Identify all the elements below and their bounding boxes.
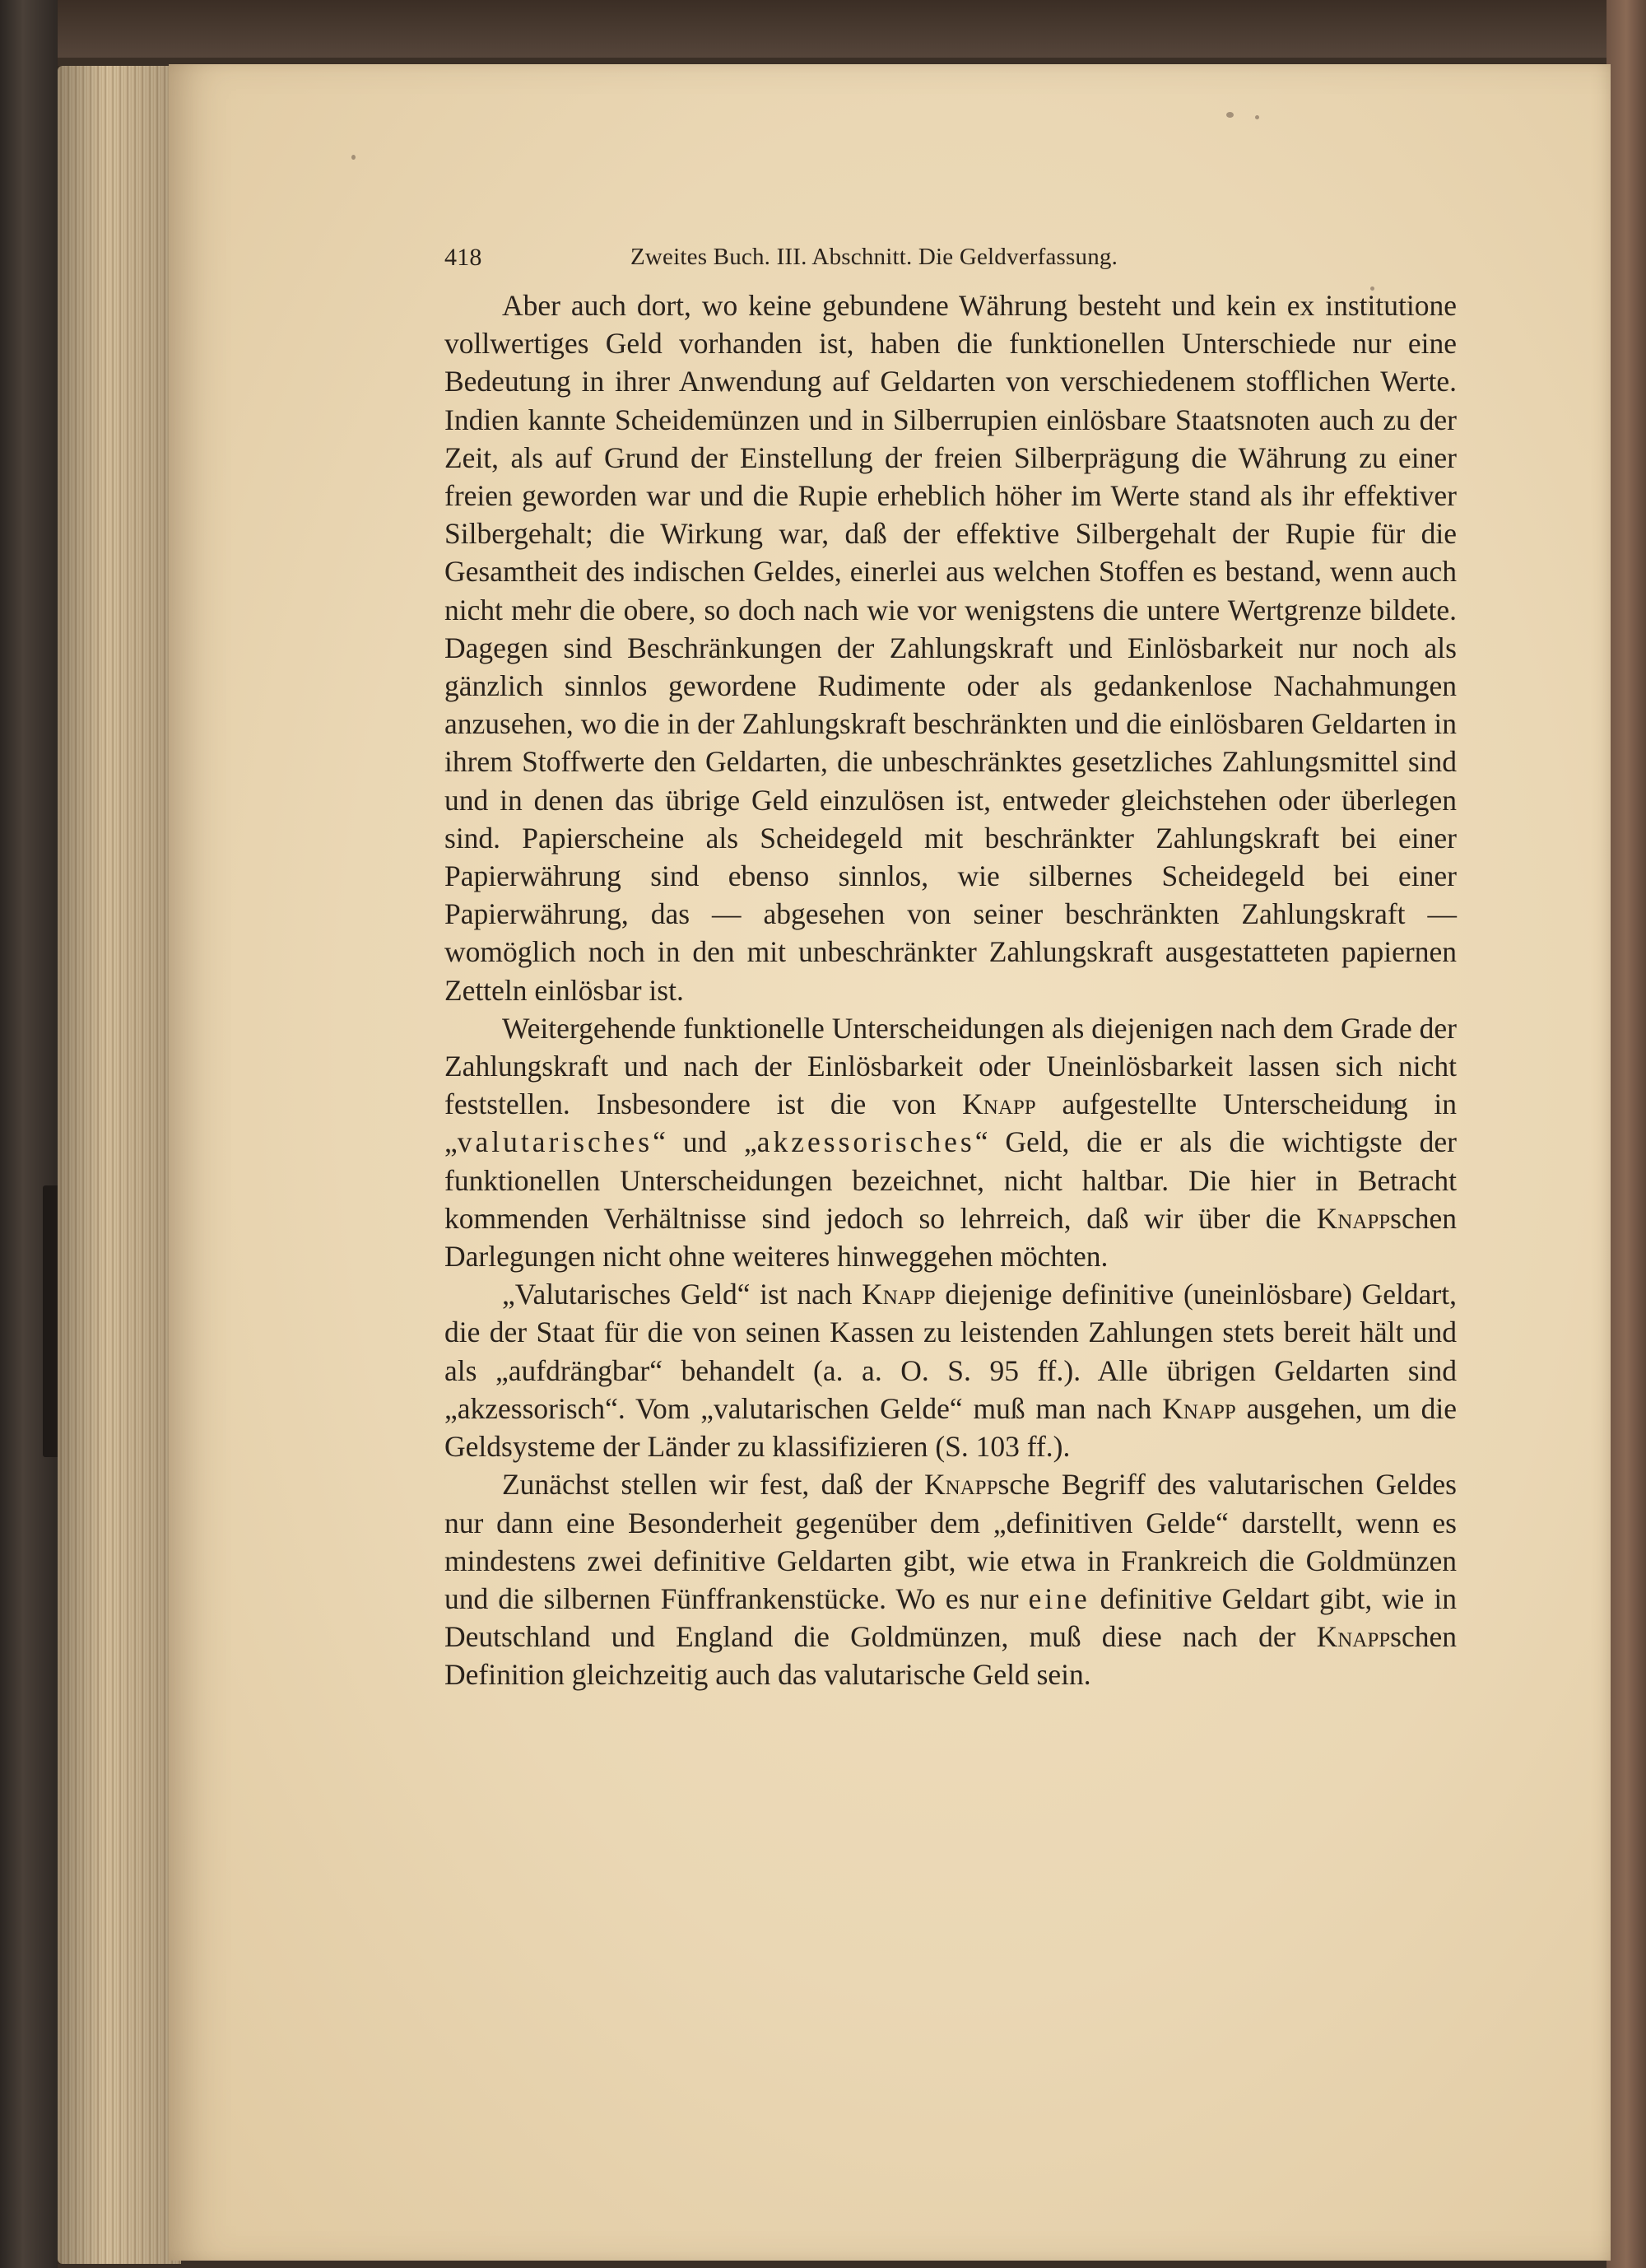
page-edges [58, 66, 181, 2264]
text-run: schen Darlegungen nicht ohne weiteres hinweggehen möchten. [444, 1201, 1457, 1274]
author-name: Knapp [1162, 1391, 1236, 1425]
text-run: schen Definition gleichzeitig auch das valutarische Geld sein. [444, 1620, 1457, 1692]
text-run: Zunächst stellen wir fest, daß der [502, 1468, 924, 1502]
book-cover-right [1606, 0, 1646, 2268]
text-run: ausgehen, um die Geldsysteme der Länder zu klassifizieren (S. 103 ff.). [444, 1391, 1457, 1464]
text-run: “ Geld, die er als die wichtigste der funktionellen Unterscheidungen bezeichnet, nicht haltbar. Die hier in Betracht kommenden Verhältnisse sind jedoch so lehrreich, daß wir über die [444, 1125, 1457, 1235]
text-run: “ und „ [653, 1125, 757, 1159]
page-content [444, 244, 1457, 1694]
emphasized-term: valutarisches [457, 1125, 653, 1159]
text-run: sche Begriff des valutarischen Geldes nur dann eine Besonderheit gegenüber dem „definitiven Gelde“ darstellt, wenn es mindestens zwei definitive Geldarten gibt, wie etwa in Frankreich die Goldmünzen und die silbernen Fünffrankenstücke. Wo es nur [444, 1468, 1457, 1615]
page-number: 418 [444, 244, 482, 271]
paragraph [444, 1465, 1457, 1693]
paragraph [444, 1275, 1457, 1465]
author-name: Knapp [1316, 1620, 1391, 1654]
body-text [444, 286, 1457, 1694]
text-run: aufgestellte Unterscheidung in „ [444, 1087, 1458, 1159]
paragraph [444, 1009, 1457, 1275]
emphasized-term: eine [1028, 1581, 1090, 1615]
author-name: Knapp [1316, 1201, 1391, 1235]
text-run: „Valutarisches Geld“ ist nach [502, 1278, 863, 1311]
paragraph [444, 286, 1457, 1009]
text-run: diejenige definitive (uneinlösbare) Geldart, die der Staat für die von seinen Kassen zu leistenden Zahlungen stets bereit hält und als „aufdrängbar“ behandelt (a. a. O. S. 95 ff.). Alle übrigen Geldarten sind „akzessorisch“. Vom „valutarischen Gelde“ muß man nach [444, 1278, 1457, 1425]
author-name: Knapp [962, 1087, 1036, 1121]
text-run: definitive Geldart gibt, wie in Deutschland und England die Goldmünzen, muß diese nach der [444, 1581, 1457, 1654]
text-run: Aber auch dort, wo keine gebundene Währung besteht und kein ex institutione vollwertiges Geld vorhanden ist, haben die funktionellen Unterschiede nur eine Bedeutung in ihrer Anwendung auf Geldarten von verschiedenem stofflichen Werte. Indien kannte Scheidemünzen und in Silberrupien einlösbare Staatsnoten auch zu der Zeit, als auf Grund der Einstellung der freien Silberprägung die Währung zu einer freien geworden war und die Rupie erheblich höher im Werte stand als ihr effektiver Silbergehalt; die Wirkung war, daß der effektive Silbergehalt der Rupie für die Gesamtheit des indischen Geldes, einerlei aus welchen Stoffen es bestand, wenn auch nicht mehr die obere, so doch nach wie vor wenigstens die untere Wertgrenze bildete. Dagegen sind Beschränkungen der Zahlungskraft und Einlösbarkeit nur noch als gänzlich sinnlos gewordene Rudimente oder als gedankenlose Nachahmungen anzusehen, wo die in der Zahlungskraft beschränkten und die einlösbaren Geldarten in ihrem Stoffwerte den Geldarten, die unbeschränktes gesetzliches Zahlungsmittel sind und in denen das übrige Geld einzulösen ist, entweder gleichstehen oder überlegen sind. Papierscheine als Scheidegeld mit beschränkter Zahlungskraft bei einer Papierwährung sind ebenso sinnlos, wie silbernes Scheidegeld bei einer Papierwährung, das — abgesehen von seiner beschränkten Zahlungskraft — womöglich noch in den mit unbeschränkter Zahlungskraft ausgestatteten papiernen Zetteln einlösbar ist. [444, 289, 1457, 1007]
emphasized-term: akzessorisches [756, 1125, 975, 1159]
book-cover-top [0, 0, 1646, 58]
author-name: Knapp [862, 1278, 936, 1311]
author-name: Knapp [923, 1468, 998, 1502]
text-run: Weitergehende funktionelle Unterscheidungen als diejenigen nach dem Grade der Zahlungskraft und nach der Einlösbarkeit oder Uneinlösbarkeit lassen sich nicht feststellen. Insbesondere ist die von [444, 1011, 1457, 1121]
running-head [444, 244, 1457, 286]
running-head-title: Zweites Buch. III. Abschnitt. Die Geldverfassung. [630, 244, 1118, 270]
book-spine-left [0, 0, 58, 2268]
